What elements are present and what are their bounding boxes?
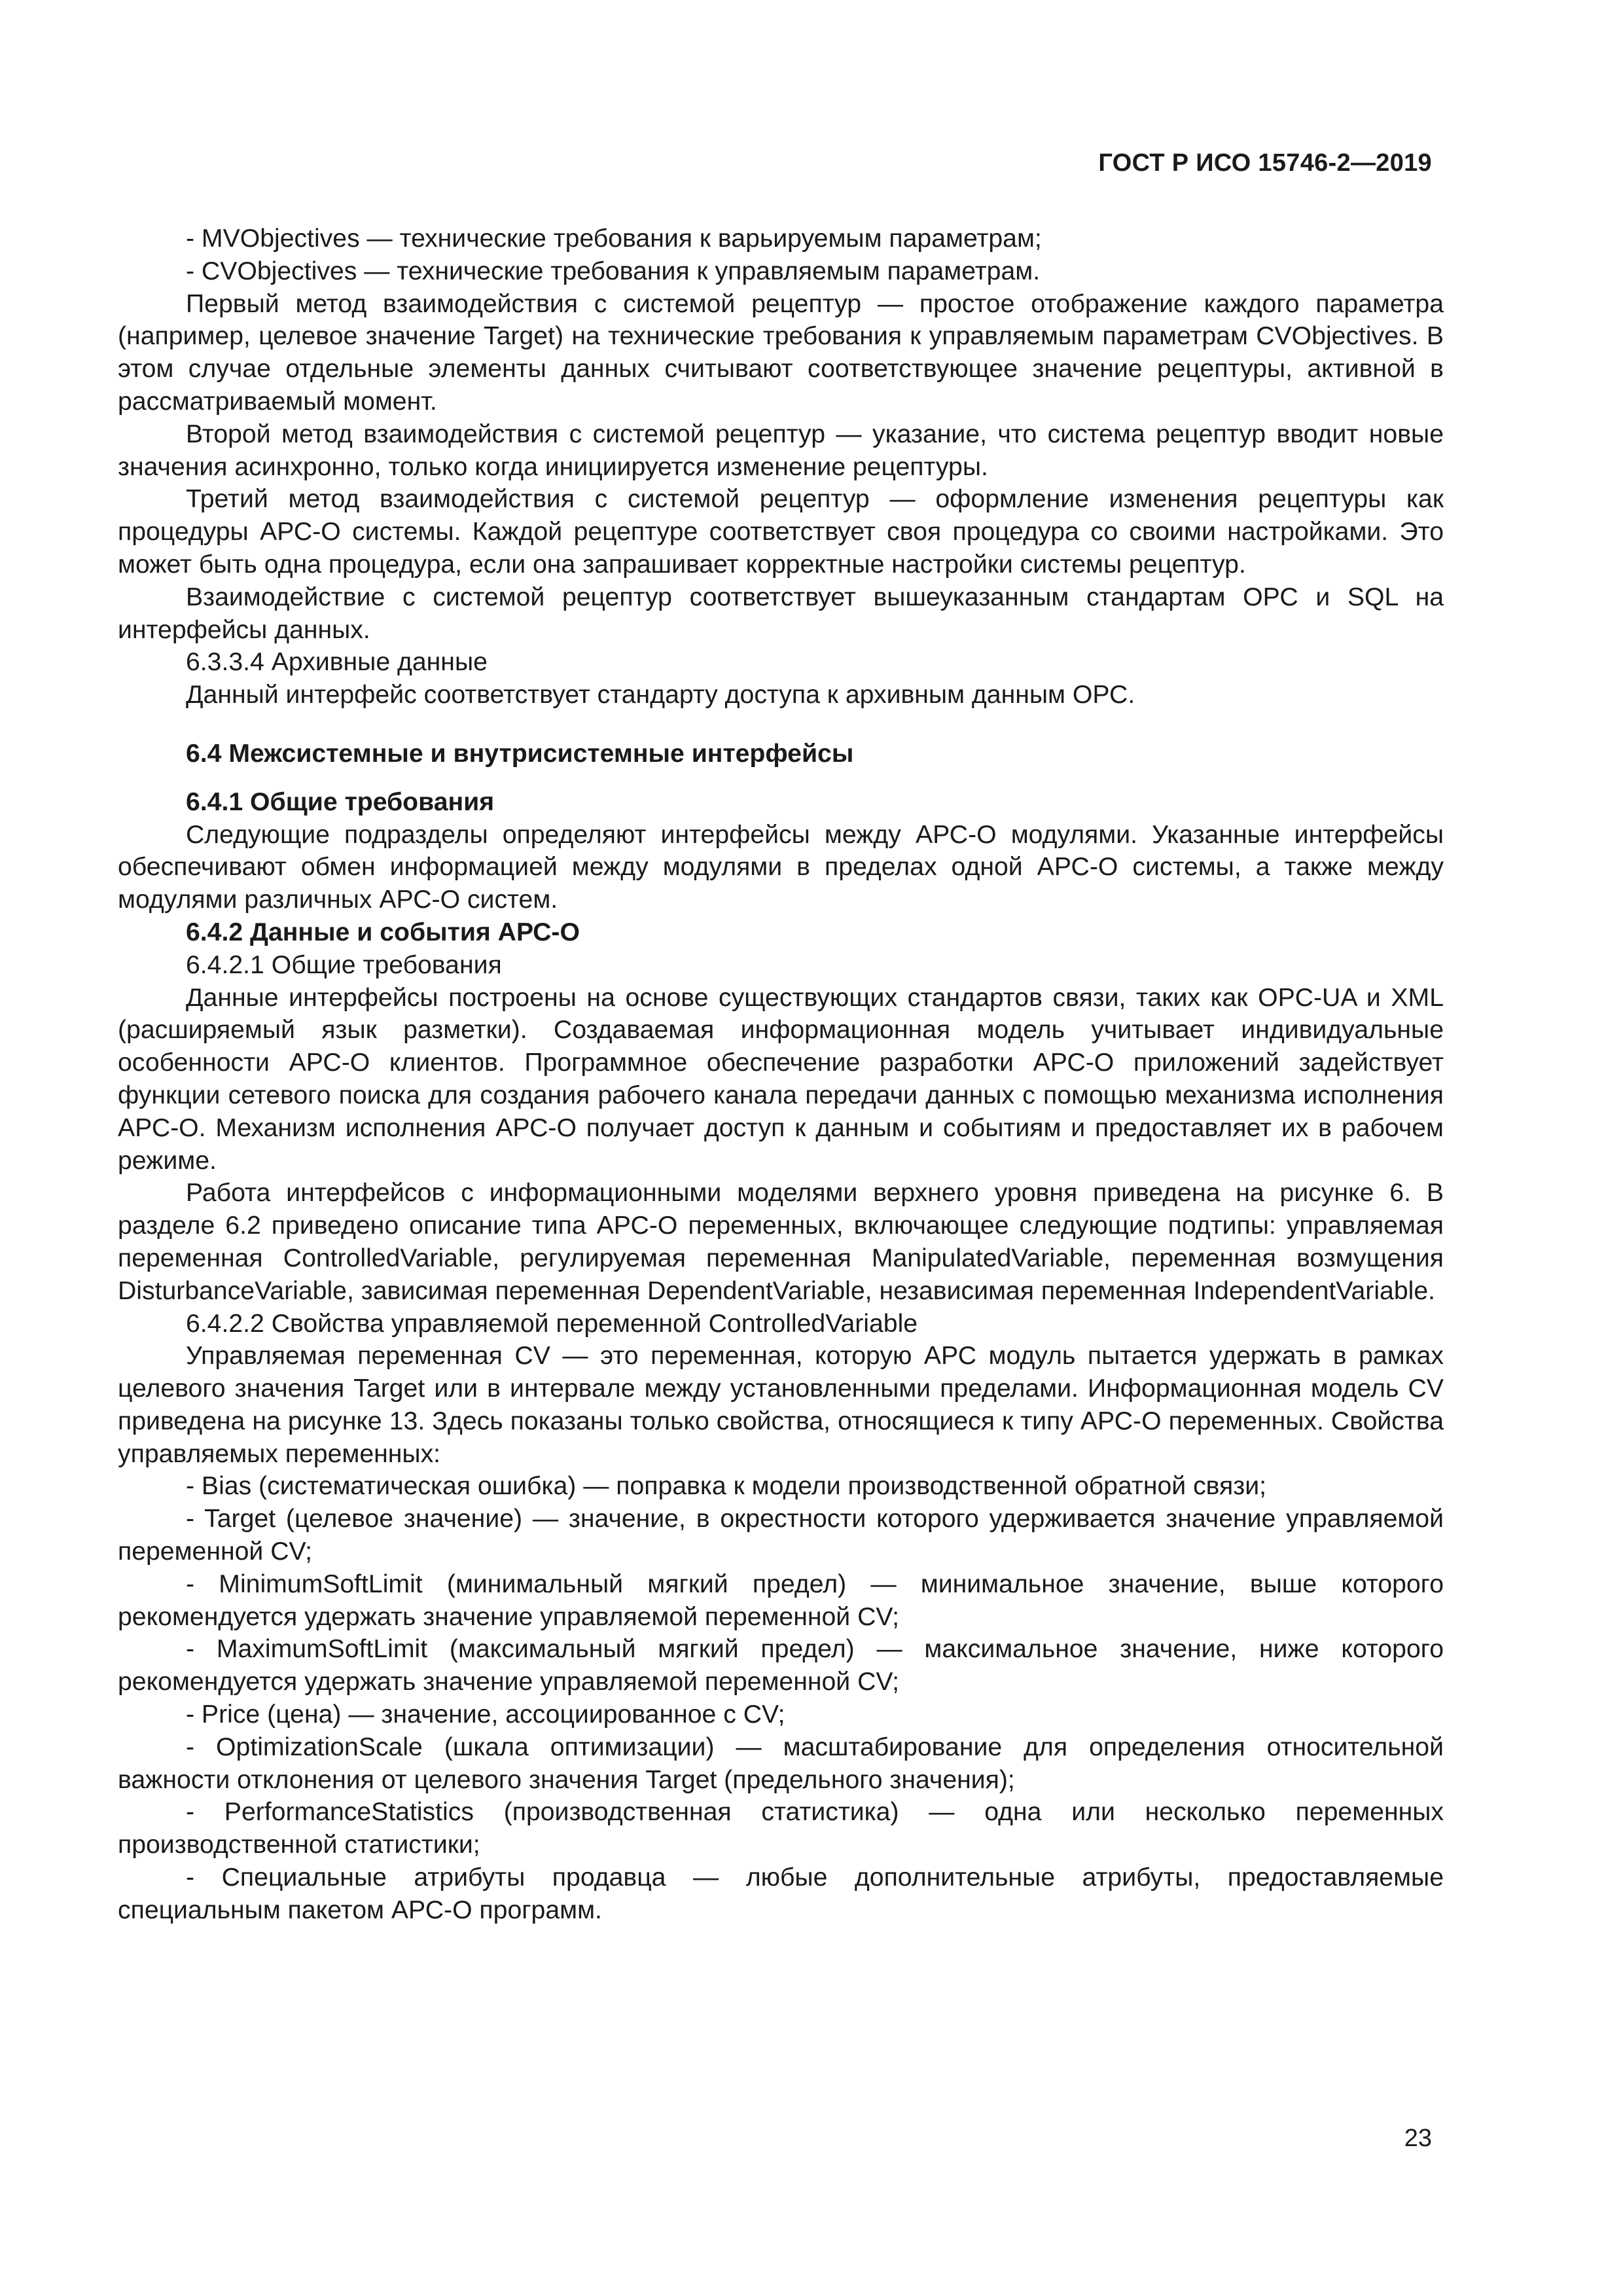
paragraph-second-method: Второй метод взаимодействия с системой рецептур — указание, что система рецептур вводит новые значения асинхронно, только когда инициируется изменение рецептуры. [118,420,1444,481]
page-number: 23 [1404,2125,1432,2152]
list-item-mvobjectives: - MVObjectives — технические требования к варьируемым параметрам; [186,224,1042,253]
list-item-performance-statistics: - PerformanceStatistics (производственная статистика) — одна или несколько переменных производственной статистики; [118,1798,1444,1859]
paragraph-archive-interface: Данный интерфейс соответствует стандарту доступа к архивным данным ОРС. [186,681,1135,709]
paragraph-subsections: Следующие подразделы определяют интерфейсы между АРС-О модулями. Указанные интерфейсы обеспечивают обмен информацией между модулями в пределах одной АРС-О системы, а также между модулями различных АРС-О систем. [118,820,1444,914]
subsection-heading-6-3-3-4: 6.3.3.4 Архивные данные [186,648,488,677]
section-heading-6-4-1: 6.4.1 Общие требования [186,787,495,816]
list-item-vendor-attributes: - Специальные атрибуты продавца — любые дополнительные атрибуты, предоставляемые специальным пакетом АРС-О программ. [118,1863,1444,1924]
list-item-target: - Target (целевое значение) — значение, в окрестности которого удерживается значение управляемой переменной CV; [118,1505,1444,1566]
subsection-heading-6-4-2-1: 6.4.2.1 Общие требования [186,950,502,979]
list-item-minimum-soft-limit: - MinimumSoftLimit (минимальный мягкий предел) — минимальное значение, выше которого рекомендуется удержать значение управляемой переменной CV; [118,1570,1444,1631]
paragraph-third-method: Третий метод взаимодействия с системой рецептур — оформление изменения рецептуры как процедуры АРС-О системы. Каждой рецептуре соответствует своя процедура со своими настройками. Это может быть одна процедура, если она запрашивает корректные настройки системы рецептур. [118,485,1444,579]
section-heading-6-4: 6.4 Межсистемные и внутрисистемные интерфейсы [186,739,854,768]
section-heading-6-4-2: 6.4.2 Данные и события АРС-О [186,918,580,946]
list-item-optimization-scale: - OptimizationScale (шкала оптимизации) — масштабирование для определения относительной важности отклонения от целевого значения Target (предельного значения); [118,1732,1444,1794]
paragraph-data-interfaces: Данные интерфейсы построены на основе существующих стандартов связи, таких как OPC-UA и XML (расширяемый язык разметки). Создаваемая информационная модель учитывает индивидуальные особенности АРС-О клиентов. Программное обеспечение разработки АРС-О приложений задействует функции сетевого поиска для создания рабочего канала передачи данных с помощью механизма исполнения АРС-О. Механизм исполнения АРС-О получает доступ к данным и событиям и предоставляет их в рабочем режиме. [118,983,1444,1175]
standard-header: ГОСТ Р ИСО 15746-2—2019 [1098,149,1432,177]
paragraph-recipe-interaction: Взаимодействие с системой рецептур соответствует вышеуказанным стандартам ОРС и SQL на интерфейсы данных. [118,583,1444,644]
list-item-price: - Price (цена) — значение, ассоциированное с CV; [186,1700,785,1729]
paragraph-first-method: Первый метод взаимодействия с системой рецептур — простое отображение каждого параметра (например, целевое значение Target) на технические требования к управляемым параметрам CVObjectives. В этом случае отдельные элементы данных считывают соответствующее значение рецептуры, активной в рассматриваемый момент. [118,289,1444,416]
paragraph-controlled-variable: Управляемая переменная CV — это переменная, которую АРС модуль пытается удержать в рамках целевого значения Target или в интервале между установленными пределами. Информационная модель CV приведена на рисунке 13. Здесь показаны только свойства, относящиеся к типу АРС-О переменных. Свойства управляемых переменных: [118,1342,1444,1468]
subsection-heading-6-4-2-2: 6.4.2.2 Свойства управляемой переменной ControlledVariable [186,1309,918,1338]
list-item-bias: - Bias (систематическая ошибка) — поправка к модели производственной обратной связи; [186,1472,1267,1501]
paragraph-interface-models: Работа интерфейсов с информационными моделями верхнего уровня приведена на рисунке 6. В разделе 6.2 приведено описание типа АРС-О переменных, включающее следующие подтипы: управляемая переменная ControlledVariable, регулируемая переменная ManipulatedVariable, переменная возмущения DisturbanceVariable, зависимая переменная DependentVariable, независимая переменная IndependentVariable. [118,1179,1444,1305]
list-item-maximum-soft-limit: - MaximumSoftLimit (максимальный мягкий предел) — максимальное значение, ниже которого рекомендуется удержать значение управляемой переменной CV; [118,1635,1444,1696]
document-body [118,223,1444,1927]
list-item-cvobjectives: - CVObjectives — технические требования к управляемым параметрам. [186,257,1041,285]
